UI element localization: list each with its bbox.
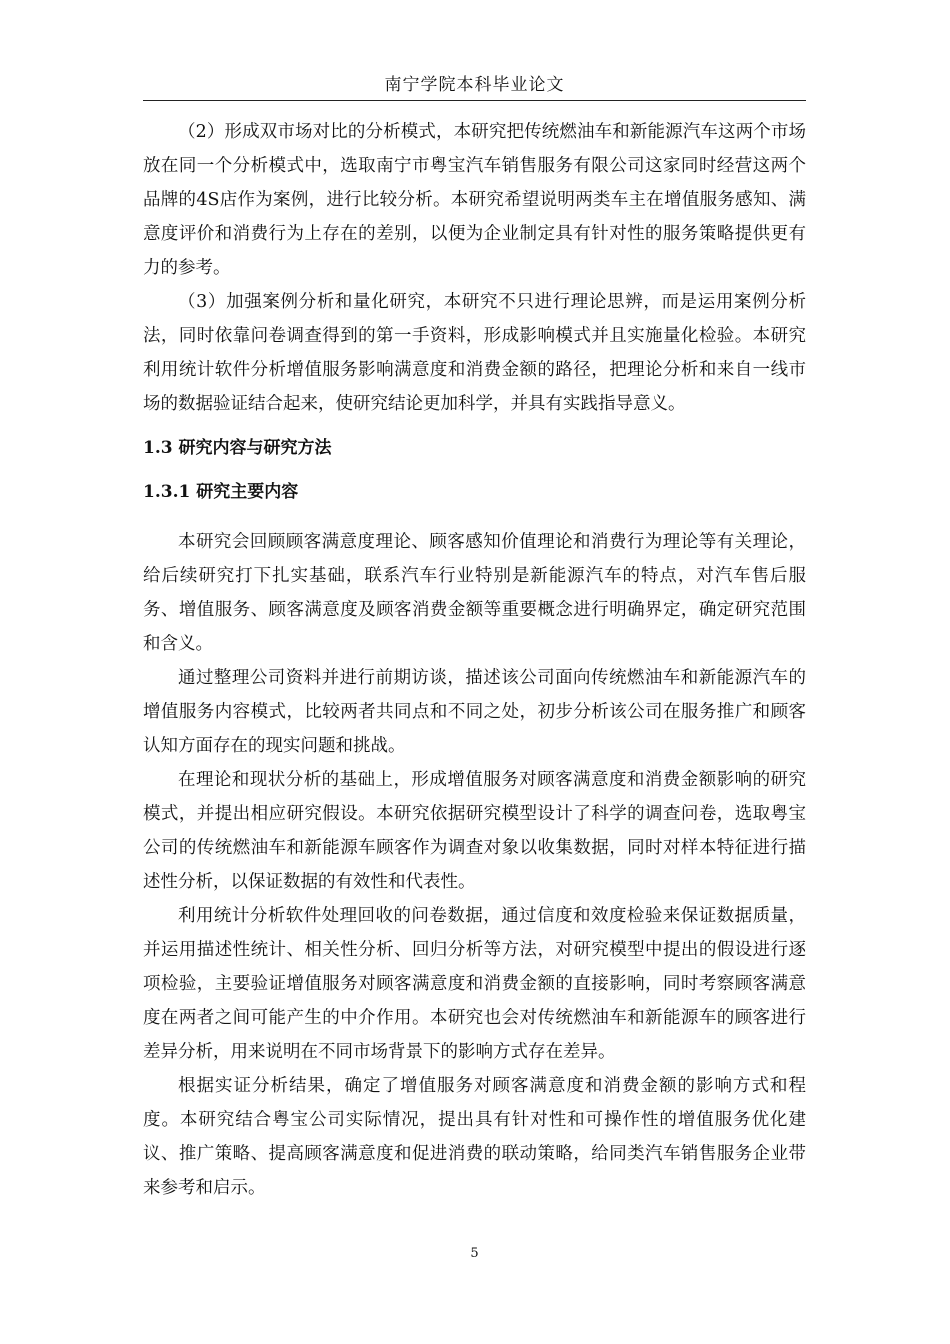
running-header: 南宁学院本科毕业论文	[384, 75, 565, 95]
subsection-heading-1-3-1: 1.3.1 研究主要内容	[143, 482, 299, 502]
paragraph-company-status: 通过整理公司资料并进行前期访谈，描述该公司面向传统燃油车和新能源汽车的增值服务内容模式，比较两者共同点和不同之处，初步分析该公司在服务推广和顾客认知方面存在的现实问题和挑战。	[143, 668, 806, 756]
page-body	[143, 115, 806, 1205]
paragraph-point-3: （3）加强案例分析和量化研究，本研究不只进行理论思辨，而是运用案例分析法，同时依靠问卷调查得到的第一手资料，形成影响模式并且实施量化检验。本研究利用统计软件分析增值服务影响满意度和消费金额的路径，把理论分析和来自一线市场的数据验证结合起来，使研究结论更加科学，并具有实践指导意义。	[143, 292, 806, 414]
page-number: 5	[470, 1246, 479, 1261]
section-heading-1-3: 1.3 研究内容与研究方法	[143, 438, 332, 458]
paragraph-research-model: 在理论和现状分析的基础上，形成增值服务对顾客满意度和消费金额影响的研究模式，并提出相应研究假设。本研究依据研究模型设计了科学的调查问卷，选取粤宝公司的传统燃油车和新能源车顾客作为调查对象以收集数据，同时对样本特征进行描述性分析，以保证数据的有效性和代表性。	[143, 770, 806, 892]
paragraph-conclusion-strategy: 根据实证分析结果，确定了增值服务对顾客满意度和消费金额的影响方式和程度。本研究结合粤宝公司实际情况，提出具有针对性和可操作性的增值服务优化建议、推广策略、提高顾客满意度和促进消费的联动策略，给同类汽车销售服务企业带来参考和启示。	[143, 1076, 806, 1198]
paragraph-theory-review: 本研究会回顾顾客满意度理论、顾客感知价值理论和消费行为理论等有关理论，给后续研究打下扎实基础，联系汽车行业特别是新能源汽车的特点，对汽车售后服务、增值服务、顾客满意度及顾客消费金额等重要概念进行明确界定，确定研究范围和含义。	[143, 532, 806, 654]
paragraph-data-analysis: 利用统计分析软件处理回收的问卷数据，通过信度和效度检验来保证数据质量，并运用描述性统计、相关性分析、回归分析等方法，对研究模型中提出的假设进行逐项检验，主要验证增值服务对顾客满意度和消费金额的直接影响，同时考察顾客满意度在两者之间可能产生的中介作用。本研究也会对传统燃油车和新能源车的顾客进行差异分析，用来说明在不同市场背景下的影响方式存在差异。	[143, 906, 806, 1062]
header-rule	[143, 100, 806, 101]
paragraph-point-2: （2）形成双市场对比的分析模式，本研究把传统燃油车和新能源汽车这两个市场放在同一个分析模式中，选取南宁市粤宝汽车销售服务有限公司这家同时经营这两个品牌的4S店作为案例，进行比较分析。本研究希望说明两类车主在增值服务感知、满意度评价和消费行为上存在的差别，以便为企业制定具有针对性的服务策略提供更有力的参考。	[143, 122, 806, 278]
